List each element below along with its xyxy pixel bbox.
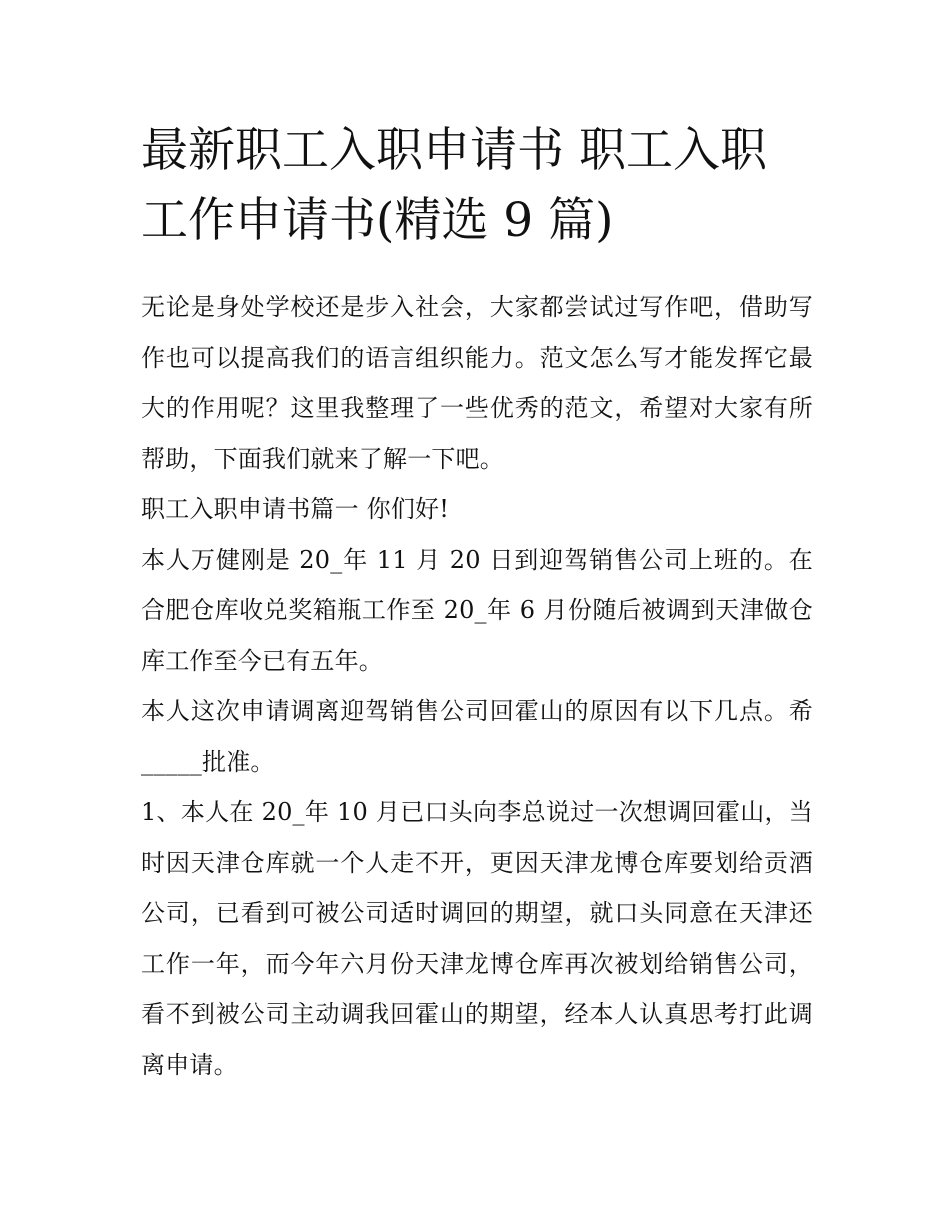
document-body xyxy=(141,116,813,1090)
intro-paragraph: 无论是身处学校还是步入社会，大家都尝试过写作吧，借助写作也可以提高我们的语言组织能力。范文怎么写才能发挥它最大的作用呢？这里我整理了一些优秀的范文，希望对大家有所帮助，下面我们就来了解一下吧。 xyxy=(141,293,813,473)
request-reason-paragraph: 本人这次申请调离迎驾销售公司回霍山的原因有以下几点。希_____批准。 xyxy=(141,697,813,776)
work-history-paragraph: 本人万健刚是 20_年 11 月 20 日到迎驾销售公司上班的。在合肥仓库收兑奖箱瓶工作至 20_年 6 月份随后被调到天津做仓库工作至今已有五年。 xyxy=(141,545,813,675)
reason-one-paragraph: 1、本人在 20_年 10 月已口头向李总说过一次想调回霍山，当时因天津仓库就一个人走不开，更因天津龙博仓库要划给贡酒公司，已看到可被公司适时调回的期望，就口头同意在天津还工作一年，而今年六月份天津龙博仓库再次被划给销售公司，看不到被公司主动调我回霍山的期望，经本人认真思考打此调离申请。 xyxy=(141,798,813,1079)
document-title: 最新职工入职申请书 职工入职工作申请书(精选 9 篇) xyxy=(141,123,767,248)
section-heading-paragraph: 职工入职申请书篇一 你们好! xyxy=(141,495,450,523)
